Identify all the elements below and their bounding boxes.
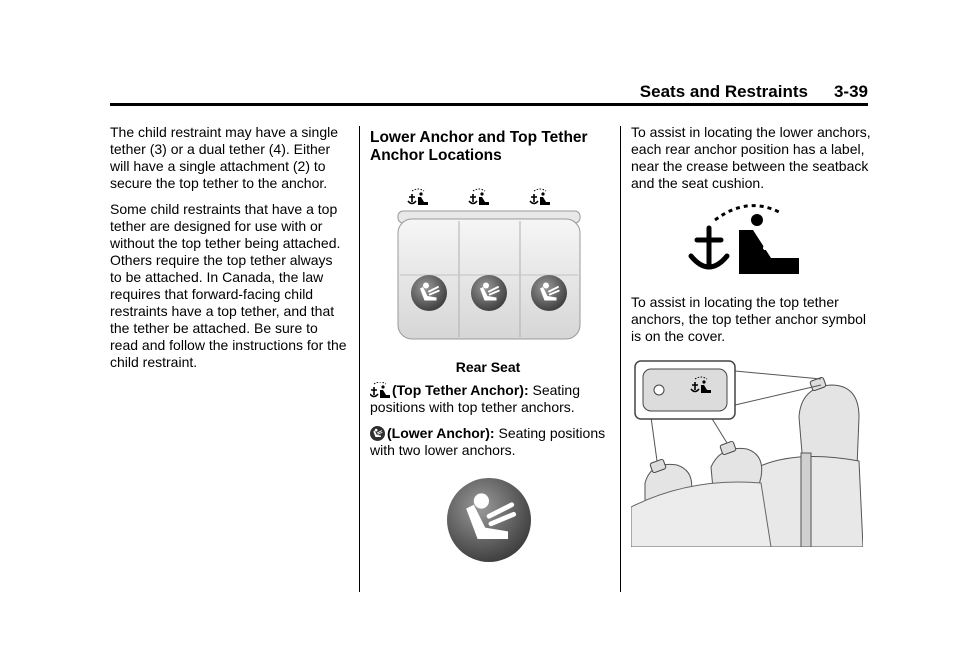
top-tether-icon — [370, 382, 390, 398]
tether-anchor-icon-center — [469, 189, 489, 205]
top-tether-description: Seating positions with top tether anchors. — [370, 382, 580, 415]
lower-anchor-definition — [370, 425, 606, 459]
lower-anchor-symbol-large — [446, 477, 532, 563]
top-tether-definition — [370, 382, 606, 416]
section-heading: Lower Anchor and Top Tether Anchor Locations — [370, 129, 588, 164]
lower-anchor-icon — [370, 426, 385, 441]
tether-anchor-icon-right — [530, 189, 550, 205]
header-text — [640, 82, 868, 102]
page-header — [110, 78, 868, 106]
header-rule — [110, 103, 868, 106]
column-right — [631, 124, 871, 547]
seat-cover-illustration — [631, 357, 863, 547]
lower-anchor-badge-center — [471, 275, 507, 311]
column-divider-left — [359, 126, 360, 592]
page-number: 3-39 — [833, 82, 868, 101]
tether-symbol-paragraph: To assist in locating the top tether anchors, the top tether anchor symbol is on the cover. — [631, 294, 867, 344]
column-left — [110, 124, 348, 380]
lower-anchor-badge-left — [411, 275, 447, 311]
lower-anchor-term: (Lower Anchor): — [387, 425, 495, 441]
column-middle — [370, 124, 606, 563]
figure-caption: Rear Seat — [455, 359, 521, 375]
rear-seat-illustration — [396, 185, 582, 345]
section-title: Seats and Restraints — [639, 82, 808, 101]
lower-anchor-description: Seating positions with two lower anchors. — [370, 425, 606, 458]
cover-callout — [635, 361, 735, 419]
column-divider-right — [620, 126, 621, 592]
top-tether-symbol-large — [687, 202, 807, 280]
tether-paragraph: The child restraint may have a single tether (3) or a dual tether (4). Either will have a single attachment (2) to secure the top tether to the anchor. — [110, 124, 338, 191]
restraint-paragraph: Some child restraints that have a top tether are designed for use with or without the top tether being attached. Others require the top tether always to be attached. In Canada, the law requires that forward-facing child restraints have a top tether, and that the tether be attached. Be sure to read and follow the instructions for the child restraint. — [110, 201, 347, 370]
lower-anchor-badge-right — [531, 275, 567, 311]
top-tether-term: (Top Tether Anchor): — [392, 382, 529, 398]
lower-label-paragraph: To assist in locating the lower anchors, each rear anchor position has a label, near the crease between the seatback and the seat cushion. — [631, 124, 871, 191]
tether-anchor-icon-left — [408, 189, 428, 205]
